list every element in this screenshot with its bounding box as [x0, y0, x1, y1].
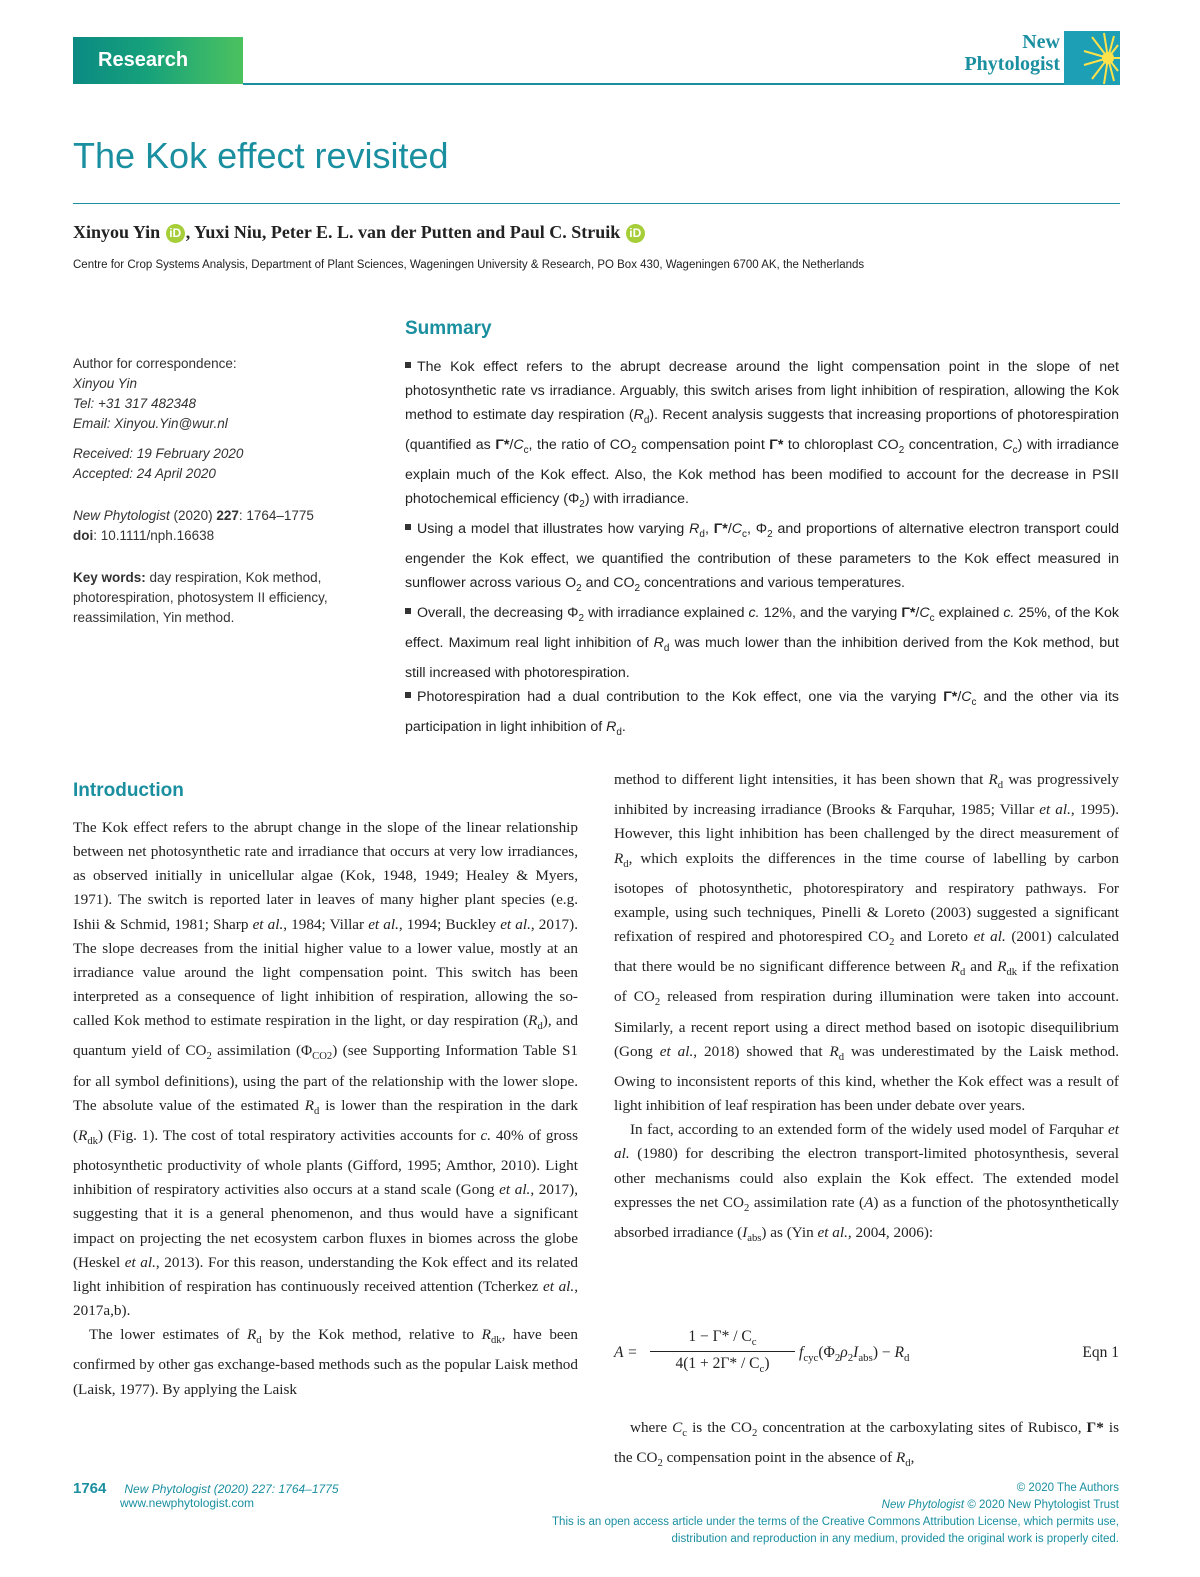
- equation-lhs: A =: [614, 1344, 638, 1361]
- summary-bullet: Using a model that illustrates how varying $R_d$, $\Gamma*/C_c$, $\Phi_2$ and proportions of alternative electron transport could engender the Kok effect, we quantified the contribution of these parameters to the Kok effect measured in sunflower across various $O_2$ and $CO_2$ concentrations and various temperatures.: [405, 521, 1119, 594]
- correspondence-name: Xinyou Yin: [73, 376, 138, 391]
- correspondence-tel: Tel: +31 317 482348: [73, 396, 196, 411]
- orcid-icon[interactable]: iD: [626, 224, 645, 243]
- logo-text: New Phytologist: [964, 31, 1060, 75]
- bullet-icon: [405, 692, 411, 698]
- affiliation: Centre for Crop Systems Analysis, Department of Plant Sciences, Wageningen University & Research, PO Box 430, Wageningen 6700 AK, the Netherlands: [73, 259, 865, 271]
- article-title: The Kok effect revisited: [73, 135, 449, 176]
- citation: New Phytologist (2020) 227: 1764–1775: [73, 508, 314, 523]
- equation-rhs: $f_{cyc}(\Phi_2\rho_2I_{abs}) - R_d$: [799, 1344, 910, 1365]
- body-paragraph: The Kok effect refers to the abrupt change in the slope of the linear relationship between net photosynthetic rate and irradiance that occurs at very low irradiances, as observed initially in unicellular algae (Kok, 1948, 1949; Healey & Myers, 1971). The switch is reported later in leaves of many higher plant species (e.g. Ishii & Schmid, 1981; Sharp et al., 1984; Villar et al., 1994; Buckley et al., 2017). The slope decreases from the initial higher value to a lower value, mostly at an irradiance value around the light compensation point. This switch has been interpreted as a consequence of light inhibition of respiration, allowing the so-called Kok method to estimate respiration in the light, or day respiration $(R_d)$, and quantum yield of $CO_2$ assimilation $(\Phi_{CO2})$ (see Supporting Information Table S1 for all symbol definitions), using the part of the relationship with the lower slope. The absolute value of the estimated $R_d$ is lower than the respiration in the dark $(R_{dk})$ (Fig. 1). The cost of total respiratory activities accounts for c. 40% of gross photosynthetic productivity of whole plants (Gifford, 1995; Amthor, 2010). Light inhibition of respiratory activities also occurs at a stand scale (Gong et al., 2017), suggesting that it is a general phenomenon, and thus would have a significant impact on projecting the net ecosystem carbon fluxes in biomes across the globe (Heskel et al., 2013). For this reason, understanding the Kok effect and its related light inhibition of respiration has continuously received attention (Tcherkez et al., 2017a,b).: [73, 819, 579, 1320]
- body-paragraph: The lower estimates of $R_d$ by the Kok method, relative to $R_{dk}$, have been confirmed by other gas exchange-based methods such as the popular Laisk method (Laisk, 1977). By applying the Laisk: [73, 1326, 579, 1398]
- received-date: Received: 19 February 2020: [73, 446, 244, 461]
- correspondence-label: Author for correspondence:: [73, 356, 237, 371]
- sunburst-icon: [1064, 31, 1120, 85]
- summary-bullet: The Kok effect refers to the abrupt decrease around the light compensation point in the slope of net photosynthetic rate vs irradiance. Arguably, this switch arises from light inhibition of respiration, allowing the Kok method to estimate day respiration $(R_d)$. Recent analysis suggests that increasing proportions of photorespiration (quantified as $\Gamma*/C_c$, the ratio of $CO_2$ compensation point Γ* to chloroplast $CO_2$ concentration, $C_c$) with irradiance explain much of the Kok effect. Also, the Kok method has been modified to account for the decrease in PSII photochemical efficiency $(\Phi_2)$ with irradiance.: [405, 359, 1119, 510]
- bullet-icon: [405, 362, 411, 368]
- summary-body: [405, 355, 1119, 745]
- page-number: 1764: [73, 1480, 107, 1497]
- bullet-icon: [405, 608, 411, 614]
- equation-1: [614, 1328, 1119, 1384]
- footer-license: © 2020 The Authors New Phytologist © 2020 New Phytologist Trust This is an open access article under the terms of the Creative Commons Attribution License, which permits use, distribution and reproduction in any medium, provided the original work is properly cited.: [552, 1482, 1119, 1545]
- body-paragraph: method to different light intensities, it has been shown that $R_d$ was progressively inhibited by increasing irradiance (Brooks & Farquhar, 1985; Villar et al., 1995). However, this light inhibition has been challenged by the direct measurement of $R_d$, which exploits the differences in the time course of labelling by carbon isotopes of photosynthetic, photorespiratory and respiratory pathways. For example, using such techniques, Pinelli & Loreto (2003) suggested a significant refixation of respired and photorespired $CO_2$ and Loreto et al. (2001) calculated that there would be no significant difference between $R_d$ and $R_{dk}$ if the refixation of $CO_2$ released from respiration during illumination were taken into account. Similarly, a recent report using a direct method based on isotopic disequilibrium (Gong et al., 2018) showed that $R_d$ was underestimated by the Laisk method. Owing to inconsistent reports of this kind, whether the Kok effect was a result of light inhibition of leaf respiration has been under debate over years.: [614, 771, 1120, 1115]
- summary-bullet: Photorespiration had a dual contribution to the Kok effect, one via the varying $\Gamma*/C_c$ and the other via its participation in light inhibition of $R_d$.: [405, 688, 1119, 738]
- body-paragraph: where $C_c$ is the $CO_2$ concentration at the carboxylating sites of Rubisco, Γ* is the $CO_2$ compensation point in the absence of $R_d$,: [614, 1419, 1119, 1470]
- title-rule: [73, 203, 1120, 204]
- keywords: Key words: day respiration, Kok method,: [73, 570, 322, 585]
- equation-label: Eqn 1: [1082, 1344, 1119, 1361]
- accepted-date: Accepted: 24 April 2020: [73, 466, 216, 481]
- body-paragraph: In fact, according to an extended form of the widely used model of Farquhar et al. (1980) for describing the electron transport-limited photosynthesis, several other mechanisms could also explain the Kok effect. The extended model expresses the net $CO_2$ assimilation rate (A) as a function of the photosynthetically absorbed irradiance $(I_{abs})$ as (Yin et al., 2004, 2006):: [614, 1121, 1119, 1244]
- introduction-heading: Introduction: [73, 780, 184, 801]
- author-list: Xinyou Yin iD , Yuxi Niu, Peter E. L. van der Putten and Paul C. Struik iD: [73, 222, 646, 243]
- journal-url[interactable]: www.newphytologist.com: [120, 1496, 255, 1510]
- body-column-left: [73, 816, 578, 1402]
- summary-heading: Summary: [405, 318, 492, 339]
- body-column-right: [614, 768, 1119, 1251]
- journal-logo: [960, 31, 1120, 85]
- equation-fraction: $\frac{1 - \Gamma* / C_c}{4(1 + 2\Gamma* / C_c)}$: [650, 1328, 795, 1375]
- article-info-sidebar: Author for correspondence: Xinyou Yin Tel: +31 317 482348 Email: Xinyou.Yin@wur.nl Received: 19 February 2020 Accepted: 24 April 2020 New Phytologist (2020) 227: 1764–1775 doi: 10.1111/nph.16638 Key words: day respiration, Kok method, photorespiration, photosystem II efficiency, reassimilation, Yin method.: [73, 354, 373, 628]
- correspondence-email[interactable]: Email: Xinyou.Yin@wur.nl: [73, 416, 228, 431]
- summary-bullet: Overall, the decreasing $\Phi_2$ with irradiance explained c. 12%, and the varying $\Gamma*/C_c$ explained c. 25%, of the Kok effect. Maximum real light inhibition of $R_d$ was much lower than the inhibition derived from the Kok method, but still increased with photorespiration.: [405, 604, 1120, 681]
- orcid-icon[interactable]: iD: [166, 224, 185, 243]
- footer-citation: 1764 New Phytologist (2020) 227: 1764–1775: [73, 1480, 339, 1497]
- doi[interactable]: doi: 10.1111/nph.16638: [73, 528, 215, 543]
- bullet-icon: [405, 524, 411, 530]
- body-column-right-continued: [614, 1416, 1119, 1476]
- section-label: Research: [73, 37, 243, 84]
